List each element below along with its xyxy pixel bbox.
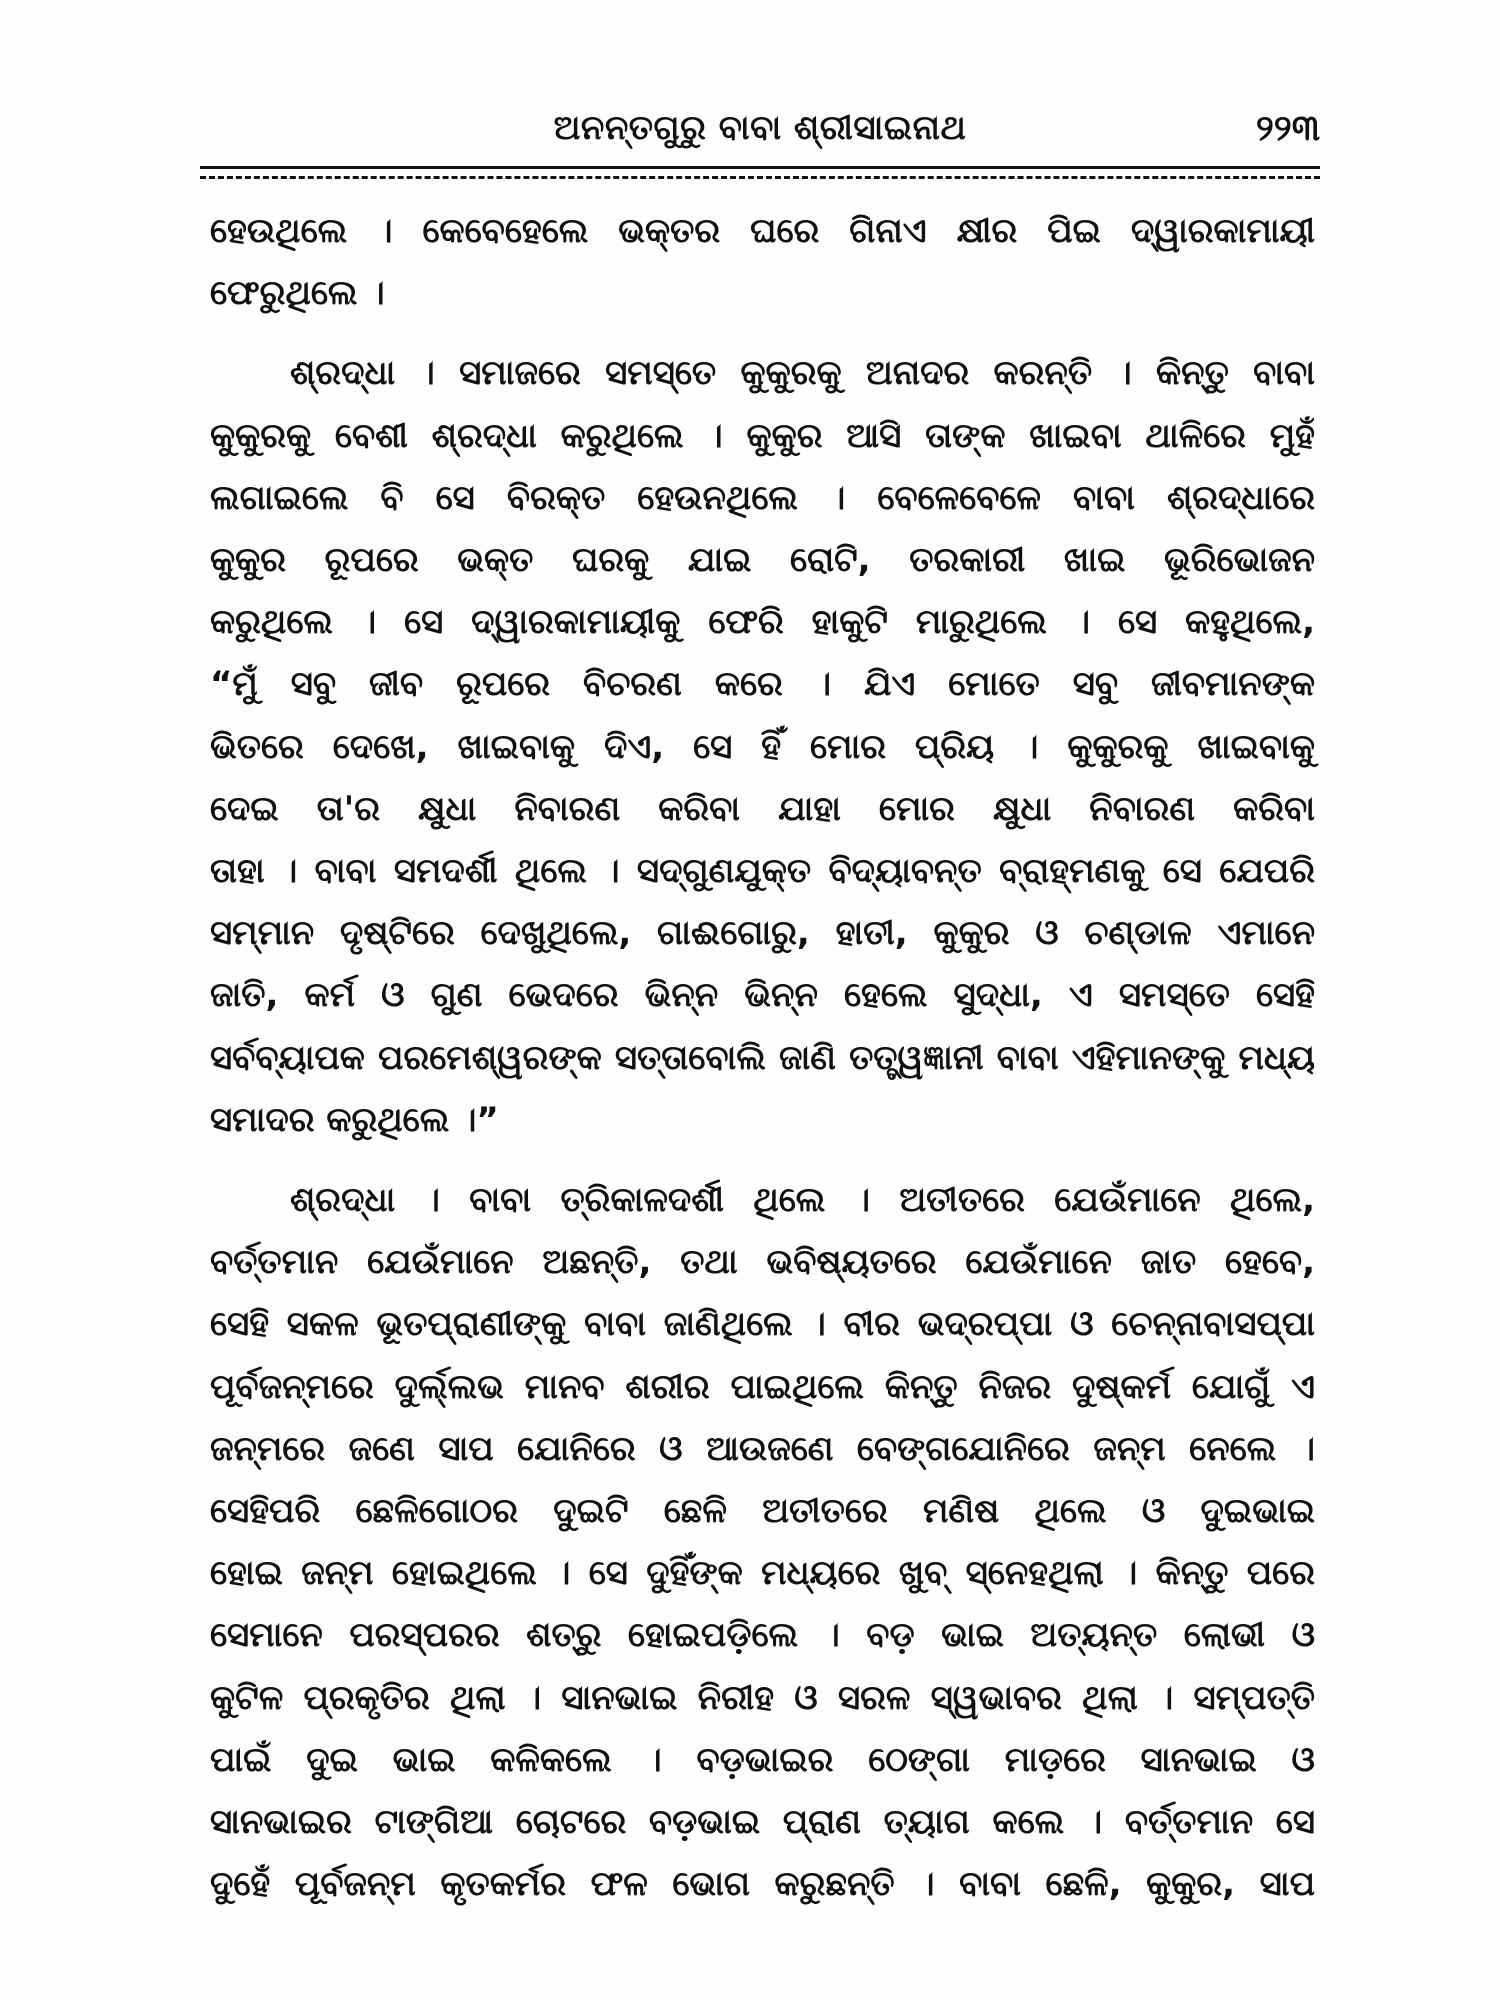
body-text bbox=[210, 200, 1315, 1915]
text-line: ସାନଭାଇର ଟାଙ୍ଗିଆ ଚୋଟରେ ବଡ଼ଭାଇ ପ୍ରାଣ ତ୍ୟାଗ କଲେ । ବର୍ତ୍ତମାନ ସେ bbox=[210, 1802, 1315, 1843]
text-line: ବର୍ତ୍ତମାନ ଯେଉଁମାନେ ଅଛନ୍ତି, ତଥା ଭବିଷ୍ୟତରେ ଯେଉଁମାନେ ଜାତ ହେବେ, bbox=[210, 1242, 1315, 1283]
text-line: ଫେରୁଥିଲେ । bbox=[210, 273, 385, 314]
text-line: ସମାଦର କରୁଥିଲେ ।” bbox=[210, 1099, 499, 1140]
text-line: “ମୁଁ ସବୁ ଜୀବ ରୂପରେ ବିଚରଣ କରେ । ଯିଏ ମୋତେ ସବୁ ଜୀବମାନଙ୍କ bbox=[210, 664, 1315, 705]
page-number: ୨୨୩ bbox=[1255, 108, 1320, 149]
text-line: ତାହା । ବାବା ସମଦର୍ଶୀ ଥିଲେ । ସଦ୍‌ଗୁଣଯୁକ୍ତ ବିଦ୍ୟାବନ୍ତ ବ୍ରାହ୍ମଣକୁ ସେ ଯେପରି bbox=[210, 851, 1315, 892]
text-line: କୁକୁର ରୂପରେ ଭକ୍ତ ଘରକୁ ଯାଇ ରୋଟି, ତରକାରୀ ଖାଇ ଭୂରିଭୋଜନ bbox=[210, 540, 1315, 581]
text-line: ଦେଇ ତା'ର କ୍ଷୁଧା ନିବାରଣ କରିବା ଯାହା ମୋର କ୍ଷୁଧା ନିବାରଣ କରିବା bbox=[210, 788, 1315, 829]
text-line: କରୁଥିଲେ । ସେ ଦ୍ୱାରକାମାୟୀକୁ ଫେରି ହାକୁଟି ମାରୁଥିଲେ । ସେ କହୁଥିଲେ, bbox=[210, 602, 1315, 643]
text-line: ସେମାନେ ପରସ୍ପରର ଶତ୍ରୁ ହୋଇପଡ଼ିଲେ । ବଡ଼ ଭାଇ ଅତ୍ୟନ୍ତ ଲୋଭୀ ଓ bbox=[210, 1615, 1315, 1656]
text-line: ସମ୍ମାନ ଦୃଷ୍ଟିରେ ଦେଖୁଥିଲେ, ଗାଈଗୋରୁ, ହାତୀ, କୁକୁର ଓ ଚଣ୍ଡାଳ ଏମାନେ bbox=[210, 913, 1315, 954]
page-header bbox=[200, 108, 1320, 158]
text-line: ହୋଇ ଜନ୍ମ ହୋଇଥିଲେ । ସେ ଦୁହିଁଙ୍କ ମଧ୍ୟରେ ଖୁବ୍ ସ୍ନେହଥିଲା । କିନ୍ତୁ ପରେ bbox=[210, 1553, 1315, 1594]
text-line: ସେହି ସକଳ ଭୂତପ୍ରାଣୀଙ୍କୁ ବାବା ଜାଣିଥିଲେ । ବୀର ଭଦ୍ରପ୍ପା ଓ ଚେନ୍ନାବାସପ୍ପା bbox=[210, 1304, 1315, 1345]
paragraph-1 bbox=[210, 200, 1315, 324]
running-title: ଅନନ୍ତଗୁରୁ ବାବା ଶ୍ରୀସାଇନାଥ bbox=[553, 108, 967, 148]
text-line: ସେହିପରି ଛେଳିଗୋଠର ଦୁଇଟି ଛେଳି ଅତୀତରେ ମଣିଷ ଥିଲେ ଓ ଦୁଇଭାଇ bbox=[210, 1491, 1315, 1532]
text-line: ପାଇଁ ଦୁଇ ଭାଇ କଳିକଲେ । ବଡ଼ଭାଇର ଠେଙ୍ଗା ମାଡ଼ରେ ସାନଭାଇ ଓ bbox=[210, 1739, 1315, 1780]
paragraph-2 bbox=[210, 342, 1315, 1151]
header-rule-ornamental bbox=[200, 176, 1320, 179]
text-line: ସର୍ବବ୍ୟାପକ ପରମେଶ୍ୱରଙ୍କ ସତ୍ତାବୋଲି ଜାଣି ତତ୍ତ୍ୱଜ୍ଞାନୀ ବାବା ଏହିମାନଙ୍କୁ ମଧ୍ୟ bbox=[210, 1037, 1315, 1078]
text-line: କୁଟିଳ ପ୍ରକୃତିର ଥିଲା । ସାନଭାଇ ନିରୀହ ଓ ସରଳ ସ୍ୱଭାବର ଥିଲା । ସମ୍ପତ୍ତି bbox=[210, 1677, 1315, 1718]
text-line: ଜାତି, କର୍ମ ଓ ଗୁଣ ଭେଦରେ ଭିନ୍ନ ଭିନ୍ନ ହେଲେ ସୁଦ୍ଧା, ଏ ସମସ୍ତେ ସେହି bbox=[210, 975, 1315, 1016]
text-line: କୁକୁରକୁ ବେଶୀ ଶ୍ରଦ୍ଧା କରୁଥିଲେ । କୁକୁର ଆସି ତାଙ୍କ ଖାଇବା ଥାଳିରେ ମୁହଁ bbox=[210, 415, 1315, 456]
text-line: ଶ୍ରଦ୍ଧା । ବାବା ତ୍ରିକାଳଦର୍ଶୀ ଥିଲେ । ଅତୀତରେ ଯେଉଁମାନେ ଥିଲେ, bbox=[290, 1180, 1315, 1221]
text-line: ଲଗାଇଲେ ବି ସେ ବିରକ୍ତ ହେଉନଥିଲେ । ବେଳେବେଳେ ବାବା ଶ୍ରଦ୍ଧାରେ bbox=[210, 477, 1315, 518]
text-line: ଭିତରେ ଦେଖେ, ଖାଇବାକୁ ଦିଏ, ସେ ହିଁ ମୋର ପ୍ରିୟ । କୁକୁରକୁ ଖାଇବାକୁ bbox=[210, 726, 1315, 767]
paragraph-3 bbox=[210, 1169, 1315, 1915]
text-line: ଜନ୍ମରେ ଜଣେ ସାପ ଯୋନିରେ ଓ ଆଉଜଣେ ବେଙ୍ଗଯୋନିରେ ଜନ୍ମ ନେଲେ । bbox=[210, 1428, 1315, 1469]
header-rule bbox=[200, 166, 1320, 169]
text-line: ଶ୍ରଦ୍ଧା । ସମାଜରେ ସମସ୍ତେ କୁକୁରକୁ ଅନାଦର କରନ୍ତି । କିନ୍ତୁ ବାବା bbox=[290, 353, 1315, 394]
text-line: ଦୁହେଁ ପୂର୍ବଜନ୍ମ କୃତକର୍ମର ଫଳ ଭୋଗ କରୁଛନ୍ତି । ବାବା ଛେଳି, କୁକୁର, ସାପ bbox=[210, 1864, 1315, 1905]
text-line: ହେଉଥିଲେ । କେବେହେଲେ ଭକ୍ତର ଘରେ ଗିନାଏ କ୍ଷୀର ପିଇ ଦ୍ୱାରକାମାୟୀ bbox=[210, 211, 1315, 251]
text-line: ପୂର୍ବଜନ୍ମରେ ଦୁର୍ଲ୍ଲଭ ମାନବ ଶରୀର ପାଇଥିଲେ କିନ୍ତୁ ନିଜର ଦୁଷ୍କର୍ମ ଯୋଗୁଁ ଏ bbox=[210, 1366, 1315, 1407]
